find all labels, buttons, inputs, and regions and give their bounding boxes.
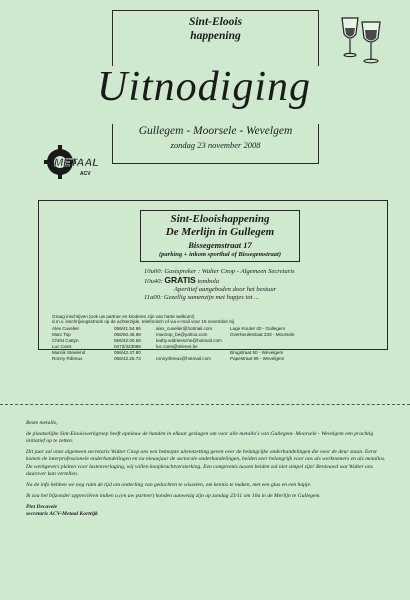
gratis-label: GRATIS bbox=[164, 275, 196, 285]
event-name: Sint-Eloois happening bbox=[188, 16, 243, 42]
contact-row: Ronny Ribreux 056/42.26.73 ronnyribreux@hotmail.com Papestraat 99 - Wevelgem bbox=[52, 356, 285, 362]
contact-row: Marc Top 056/50.46.98 marctop_be@yahoo.com Overheulestraat 233 - Moorsele bbox=[52, 332, 295, 338]
contact-row: Marnik Steelend 056/42.47.80 Brugstraat 50 - Wevelgem bbox=[52, 350, 284, 356]
fold-line bbox=[0, 404, 410, 405]
signature: Piet Decavele secretaris ACV-Metaal Kortrijk bbox=[26, 503, 98, 518]
logo-text-acv: ACV bbox=[80, 171, 91, 177]
registration-note: Graag inschrijven (ook uw partner en kinderen zijn van harte welkom!) d.m.v. inschrijvingsstrook op de achterzijde, telefonisch of via e-mail voor 16 november bij bbox=[52, 314, 234, 325]
wine-glasses-icon bbox=[336, 12, 388, 68]
venue-address: Bissegemstraat 17 (parking + inkom sporthal of Bissegemstraat) bbox=[159, 240, 281, 258]
event-date: zondag 23 november 2008 bbox=[170, 140, 261, 150]
places-line: Gullegem - Moorsele - Wevelgem bbox=[138, 125, 293, 137]
letter-body bbox=[26, 420, 388, 518]
letter-greeting: Beste metallo, bbox=[26, 420, 58, 426]
logo-text-metaal: METAAL bbox=[54, 157, 100, 169]
schedule-row: Aperitief aangeboden door het bestuur bbox=[174, 286, 277, 293]
letter-paragraph: Dit jaar zal onze algemeen secretaris Walter Cnop ons een beknopte uiteenzetting geven over de belangrijke onderhandelingen die voor de deur staan. Eerst komen de interprofessionele onderhandelingen en na nieuwjaar de sectorale onderhandelingen, beiden zeer belangrijk voor ons als werknemers en als metallos. De werkgevers pleiten voor lastenverlaging, wij willen koopkrachtversterking. Een compromis tussen beiden zal niet simpel zijn! Benieuwd wat Walter ons daarover kan vertellen. bbox=[26, 449, 386, 478]
contact-row: Christ Cattyn 056/42.00.56 kathy.vddriessche@hotmail.com bbox=[52, 338, 222, 344]
acv-metaal-logo bbox=[44, 142, 102, 182]
schedule-row: 11u00: Gezellig samenzijn met hapjes tot ... bbox=[144, 294, 260, 301]
venue-title: Sint-Elooishappening De Merlijn in Gullegem bbox=[165, 213, 275, 238]
schedule-row: 10u40: GRATIS tombola bbox=[144, 275, 220, 285]
contact-row: Luc Coes 0473/423098 luc.coes@telenet.be bbox=[52, 344, 198, 350]
letter-paragraph: Ik zou het bijzonder appreciëren indien u (en uw partner) konden aanwezig zijn op zondag 23/11 om 10u in de Merlijn te Gullegem. bbox=[26, 492, 321, 499]
page-title: Uitnodiging bbox=[96, 64, 311, 110]
letter-paragraph: de plaatselijke Sint-Elooiswerkgroep heeft opnieuw de handen in elkaar geslagen om voor alle metallo's van Gullegem- Moorsele - Wevelgem een prachtig initiatief op te zetten. bbox=[26, 430, 374, 445]
contact-list bbox=[52, 326, 382, 363]
schedule-row: 10u00: Gastspreker : Walter Cnop - Algemeen Secretaris bbox=[144, 268, 295, 275]
letter-paragraph: Na de info hebben we nog ruim de tijd om onderling van gedachten te wisselen, om kennis te maken, met een glas en een hapje. bbox=[26, 482, 312, 489]
contact-row: Alex Cuvelier 056/41.54.66 alex_cuvelier@hotmail.com Lage Kouter 40 - Gullegem bbox=[52, 326, 286, 331]
schedule bbox=[144, 268, 380, 302]
